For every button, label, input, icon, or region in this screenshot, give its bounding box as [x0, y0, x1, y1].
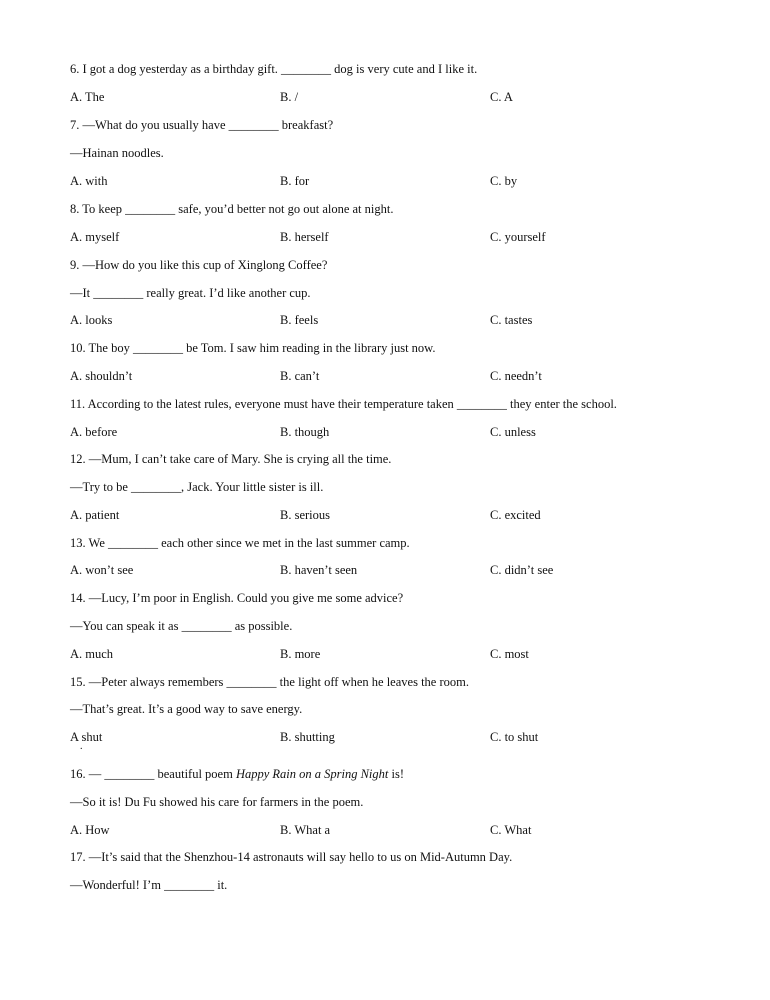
question-14-stem: 14. —Lucy, I’m poor in English. Could you give me some advice? [70, 591, 404, 605]
question-6-option-b: B. / [280, 90, 299, 104]
question-6-option-c: C. A [490, 90, 513, 104]
question-7-stem: 7. —What do you usually have ________ breakfast? [70, 118, 334, 132]
question-7-option-c: C. by [490, 174, 518, 188]
question-12-reply: —Try to be ________, Jack. Your little sister is ill. [70, 480, 324, 494]
question-15-reply: —That’s great. It’s a good way to save energy. [70, 702, 303, 716]
question-16-stem-suffix: is! [388, 767, 405, 781]
question-15-option-a: A shut [70, 730, 103, 744]
question-16-reply: —So it is! Du Fu showed his care for farmers in the poem. [70, 795, 364, 809]
question-13-stem: 13. We ________ each other since we met in the last summer camp. [70, 536, 410, 550]
question-11-option-c: C. unless [490, 425, 536, 439]
question-14-reply: —You can speak it as ________ as possible. [70, 619, 293, 633]
question-6-option-a: A. The [70, 90, 105, 104]
question-9-stem: 9. —How do you like this cup of Xinglong Coffee? [70, 258, 328, 272]
question-10-stem: 10. The boy ________ be Tom. I saw him reading in the library just now. [70, 341, 436, 355]
question-12-option-a: A. patient [70, 508, 120, 522]
question-12-option-c: C. excited [490, 508, 541, 522]
question-9-option-a: A. looks [70, 313, 113, 327]
question-15-option-b: B. shutting [280, 730, 335, 744]
question-16-option-c: C. What [490, 823, 532, 837]
question-10-option-a: A. shouldn’t [70, 369, 133, 383]
question-13-option-c: C. didn’t see [490, 563, 554, 577]
question-13-option-a: A. won’t see [70, 563, 134, 577]
question-16-stem-prefix: 16. — ________ beautiful poem [70, 767, 236, 781]
question-16-option-b: B. What a [280, 823, 331, 837]
poem-title: Happy Rain on a Spring Night [235, 767, 389, 781]
question-8-option-b: B. herself [280, 230, 329, 244]
question-16-stem [70, 766, 404, 782]
question-11-option-a: A. before [70, 425, 118, 439]
question-7-option-b: B. for [280, 174, 310, 188]
question-12-option-b: B. serious [280, 508, 330, 522]
question-9-option-c: C. tastes [490, 313, 533, 327]
question-9-option-b: B. feels [280, 313, 319, 327]
question-8-stem: 8. To keep ________ safe, you’d better not go out alone at night. [70, 202, 394, 216]
question-13-option-b: B. haven’t seen [280, 563, 358, 577]
question-14-option-b: B. more [280, 647, 321, 661]
question-11-stem: 11. According to the latest rules, everyone must have their temperature taken ________ they enter the school. [70, 397, 617, 411]
question-16-option-a: A. How [70, 823, 110, 837]
question-15-stem: 15. —Peter always remembers ________ the light off when he leaves the room. [70, 675, 469, 689]
question-10-option-b: B. can’t [280, 369, 320, 383]
question-17-stem: 17. —It’s said that the Shenzhou-14 astronauts will say hello to us on Mid-Autumn Day. [70, 850, 513, 864]
question-17-reply: —Wonderful! I’m ________ it. [70, 878, 228, 892]
stray-mark: . [80, 741, 83, 752]
question-12-stem: 12. —Mum, I can’t take care of Mary. She is crying all the time. [70, 452, 392, 466]
question-7-reply: —Hainan noodles. [70, 146, 164, 160]
question-14-option-a: A. much [70, 647, 114, 661]
question-10-option-c: C. needn’t [490, 369, 542, 383]
question-6-stem: 6. I got a dog yesterday as a birthday gift. ________ dog is very cute and I like it. [70, 62, 478, 76]
question-8-option-c: C. yourself [490, 230, 546, 244]
question-9-reply: —It ________ really great. I’d like another cup. [70, 286, 311, 300]
question-8-option-a: A. myself [70, 230, 120, 244]
question-15-option-c: C. to shut [490, 730, 539, 744]
question-7-option-a: A. with [70, 174, 108, 188]
question-14-option-c: C. most [490, 647, 529, 661]
question-11-option-b: B. though [280, 425, 330, 439]
